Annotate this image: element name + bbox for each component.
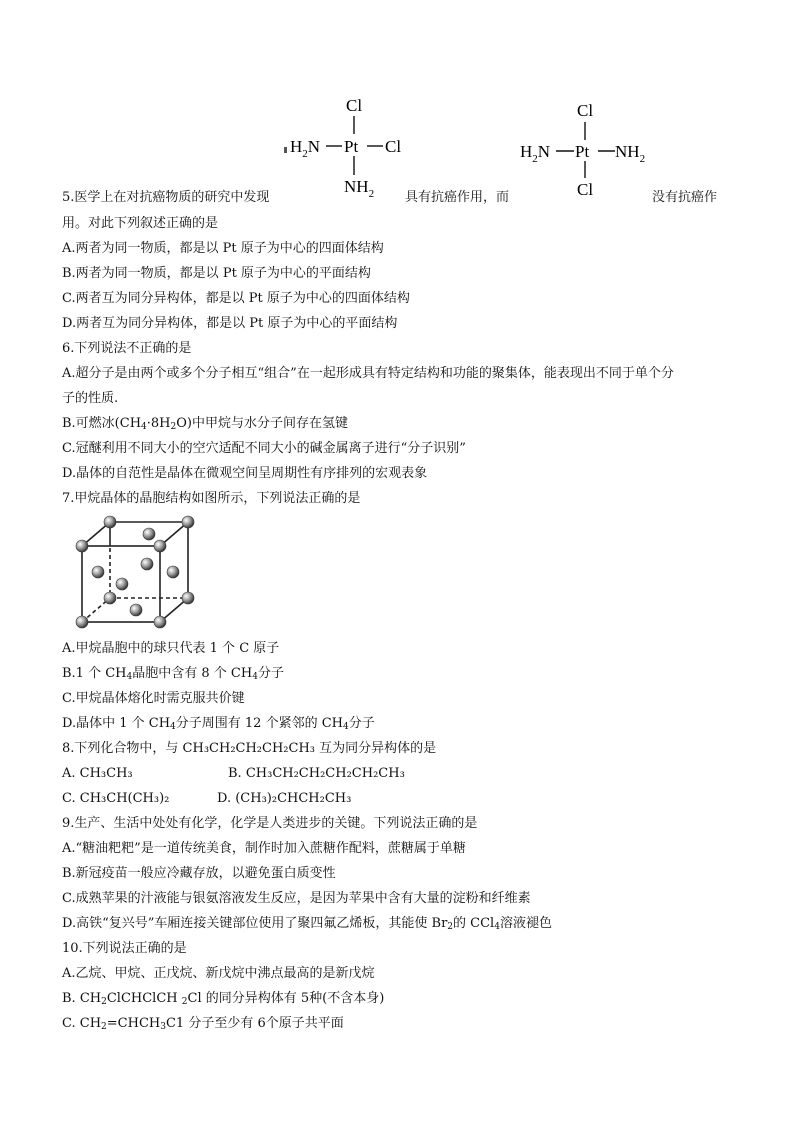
- q7-stem: 7.甲烷晶体的晶胞结构如图所示，下列说法正确的是: [62, 491, 361, 506]
- q9-option-a: A.“糖油粑粑”是一道传统美食，制作时加入蔗糖作配料，蔗糖属于单糖: [62, 841, 466, 856]
- s1-top-cl: Cl: [346, 96, 363, 115]
- q5-stem-a: 5.医学上在对抗癌物质的研究中发现: [62, 190, 270, 205]
- q10-option-a: A.乙烷、甲烷、正戊烷、新戊烷中沸点最高的是新戊烷: [62, 966, 375, 981]
- s2-left-h2n: $H_2N$: [520, 142, 551, 165]
- s1-center-pt: Pt: [344, 137, 359, 156]
- q7-option-d: D.晶体中 1 个 $CH_4$分子周围有 12 个紧邻的 $CH_4$分子: [62, 716, 375, 732]
- q8-option-c: C. CH₃CH(CH₃)₂: [62, 791, 170, 806]
- q9-stem: 9.生产、生活中处处有化学，化学是人类进步的关键。下列说法正确的是: [62, 816, 478, 831]
- pt-complex-structure-2: [516, 96, 656, 206]
- q9-option-c: C.成熟苹果的汁液能与银氨溶液发生反应，是因为苹果中含有大量的淀粉和纤维素: [62, 891, 531, 906]
- pt-complex-structure-1: [282, 92, 412, 202]
- q5-stem-b: 具有抗癌作用，而: [405, 190, 510, 205]
- q5-option-c: C.两者互为同分异构体，都是以 Pt 原子为中心的四面体结构: [62, 291, 410, 306]
- methane-unit-cell-diagram: [70, 514, 200, 632]
- s2-top-cl: Cl: [577, 101, 594, 120]
- q10-stem: 10.下列说法正确的是: [62, 941, 187, 956]
- s2-bottom-cl: Cl: [577, 180, 594, 199]
- q6-option-a-cont: 子的性质.: [62, 391, 119, 406]
- q8-stem: 8.下列化合物中，与 CH₃CH₂CH₂CH₂CH₃ 互为同分异构体的是: [62, 741, 437, 756]
- q9-option-d: D.高铁“复兴号”车厢连接关键部位使用了聚四氟乙烯板，其能使 $Br_2$的 CCl$_4$溶液褪色: [62, 916, 552, 932]
- q5-stem-d: 用。对此下列叙述正确的是: [62, 216, 219, 231]
- q8-option-a: A. CH₃CH₃: [62, 766, 133, 781]
- s2-center-pt: Pt: [575, 142, 590, 161]
- q10-option-b: B. $CH_2ClCHClCH$ $_2$Cl 的同分异构体有 5种(不含本身): [62, 991, 385, 1007]
- q5-stem-c: 没有抗癌作: [652, 190, 718, 205]
- q5-option-a: A.两者为同一物质，都是以 Pt 原子为中心的四面体结构: [62, 241, 384, 256]
- s2-right-nh2: $NH_2$: [615, 142, 646, 165]
- q7-option-b: B.1 个 $CH_4$晶胞中含有 8 个 $CH_4$分子: [62, 666, 284, 682]
- q8-option-b: B. CH₃CH₂CH₂CH₂CH₂CH₃: [228, 766, 405, 781]
- q6-stem: 6.下列说法不正确的是: [62, 341, 192, 356]
- q7-option-a: A.甲烷晶胞中的球只代表 1 个 C 原子: [62, 641, 280, 656]
- q9-option-b: B.新冠疫苗一般应冷藏存放，以避免蛋白质变性: [62, 866, 336, 881]
- q6-option-b: B.可燃冰$(CH_4\cdot 8H_2O)$中甲烷与水分子间存在氢键: [62, 416, 348, 432]
- q6-option-d: D.晶体的自范性是晶体在微观空间呈周期性有序排列的宏观表象: [62, 466, 428, 481]
- q5-option-b: B.两者为同一物质，都是以 Pt 原子为中心的平面结构: [62, 266, 371, 281]
- q8-option-d: D. (CH₃)₂CHCH₂CH₃: [217, 791, 352, 806]
- s1-right-cl: Cl: [385, 137, 402, 156]
- s1-bottom-nh2: $NH_2$: [344, 177, 375, 200]
- s1-left-h: $H_2N$: [290, 137, 321, 160]
- q10-option-c: C. $CH_2=CHCH_3C1$ 分子至少有 6个原子共平面: [62, 1016, 344, 1032]
- q6-option-c: C.冠醚利用不同大小的空穴适配不同大小的碱金属离子进行“分子识别”: [62, 441, 466, 456]
- q6-option-a: A.超分子是由两个或多个分子相互“组合”在一起形成具有特定结构和功能的聚集体，能表现出不同于单个分: [62, 366, 674, 381]
- q5-option-d: D.两者互为同分异构体，都是以 Pt 原子为中心的平面结构: [62, 316, 398, 331]
- q7-option-c: C.甲烷晶体熔化时需克服共价键: [62, 691, 245, 706]
